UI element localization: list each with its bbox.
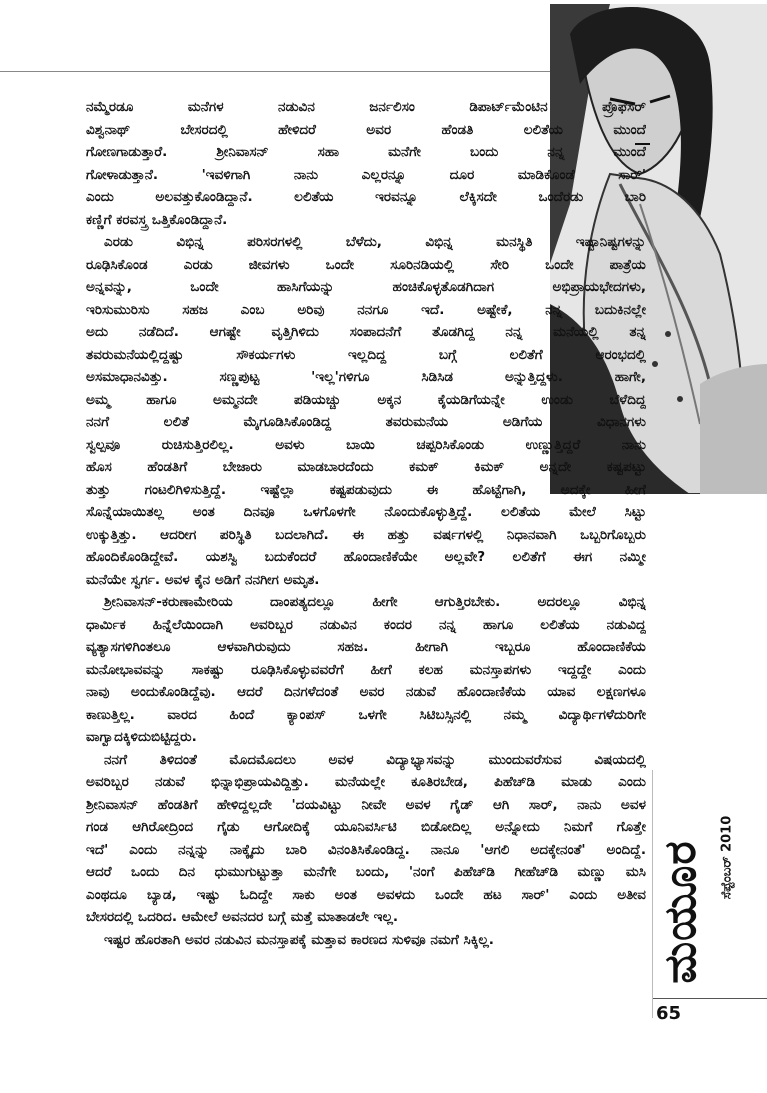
article-line: ಅಮ್ಮ ಹಾಗೂ ಅಮ್ಮನದೇ ಪಡಿಯಚ್ಚು ಅಕ್ಕನ ಕೈಯಡಿಗೆಯನ್ನೇ ಉಂಡು ಬೆಳೆದಿದ್ದ — [86, 391, 646, 408]
article-line: ಕಣ್ಣಿಗೆ ಕರವಸ್ತ್ರ ಒತ್ತಿಕೊಂಡಿದ್ದಾನೆ. — [86, 211, 228, 228]
article-line: ಗೋಣಗಾಡುತ್ತಾರೆ. ಶ್ರೀನಿವಾಸನ್ ಸಹಾ ಮನೆಗೇ ಬಂದು ನನ್ನ ಮುಂದೆ — [86, 144, 646, 160]
article-line: ಧಾರ್ಮಿಕ ಹಿನ್ನೆಲೆಯಿಂದಾಗಿ ಅವರಿಬ್ಬರ ನಡುವಿನ ಕಂದರ ನನ್ನ ಹಾಗೂ ಲಲಿತೆಯ ನಡುವಿದ್ದ — [86, 616, 646, 633]
article-line: ಬೇಸರದಲ್ಲಿ ಒದರಿದ. ಆಮೇಲೆ ಅವನದರ ಬಗ್ಗೆ ಮತ್ತೆ ಮಾತಾಡಲೇ ಇಲ್ಲ. — [86, 909, 399, 925]
article-paragraph — [86, 929, 646, 952]
article-line: ಮನೆಯೇ ಸ್ವರ್ಗ. ಅವಳ ಕೈನ ಅಡಿಗೆ ನನಗೀಗ ಅಮೃತ. — [86, 571, 320, 588]
article-line: ನಾವು ಅಂದುಕೊಂಡಿದ್ದೆವು. ಆದರೆ ದಿನಗಳೆದಂತೆ ಅವರ ನಡುವೆ ಹೊಂದಾಣಿಕೆಯ ಯಾವ ಲಕ್ಷಣಗಳೂ — [86, 684, 646, 700]
article-line: ಶ್ರೀನಿವಾಸನ್-ಕರುಣಾಮೇರಿಯ ದಾಂಪತ್ಯದಲ್ಲೂ ಹೀಗೇ ಆಗುತ್ತಿರಬೇಕು. ಅದರಲ್ಲೂ ವಿಭಿನ್ನ — [104, 594, 646, 610]
article-line: ಎಂದು ಅಲವತ್ತುಕೊಂಡಿದ್ದಾನೆ. ಲಲಿತೆಯ ಇರವನ್ನೂ ಲೆಕ್ಕಿಸದೇ ಒಂದೆರಡು ಬಾರಿ — [86, 189, 646, 205]
article-line: ವ್ಯತ್ಯಾಸಗಳಿಗಿಂತಲೂ ಆಳವಾಗಿರುವುದು ಸಹಜ. ಹೀಗಾಗಿ ಇಬ್ಬರೂ ಹೊಂದಾಣಿಕೆಯ — [86, 639, 646, 655]
article-paragraph — [86, 749, 646, 929]
article-line: ಇದೆ' ಎಂದು ನನ್ನನ್ನು ನಾಕ್ಕೈದು ಬಾರಿ ವಿನಂತಿಸಿಕೊಂಡಿದ್ದ. ನಾನೂ 'ಆಗಲಿ ಅದಕ್ಕೇನಂತೆ' ಅಂದಿದ್ದೆ. — [86, 841, 646, 858]
issue-date: ಸೆಪ್ಟೆಂಬರ್ 2010 — [719, 815, 735, 900]
article-line: ನನಗೆ ತಿಳಿದಂತೆ ಮೊದಮೊದಲು ಅವಳ ವಿದ್ಯಾಭ್ಯಾಸವನ್ನು ಮುಂದುವರೆಸುವ ವಿಷಯದಲ್ಲಿ — [104, 751, 646, 768]
page-number: 65 — [656, 1003, 682, 1024]
article-line: ನಮ್ಮೆರಡೂ ಮನೆಗಳ ನಡುವಿನ ಜರ್ನಲಿಸಂ ಡಿಪಾರ್ಟ್‌ಮೆಂಟಿನ ಪ್ರೊಫೆಸರ್ — [86, 99, 646, 115]
article-paragraph — [86, 231, 646, 591]
article-paragraph — [86, 96, 646, 231]
article-line: ಗಂಡ ಆಗಿರೋದ್ರಿಂದ ಗೈಡು ಆಗೋದಿಕ್ಕೆ ಯೂನಿವರ್ಸಿಟಿ ಬಿಡೋದಿಲ್ಲ ಅನ್ನೋದು ನಿಮಗೆ ಗೊತ್ತೇ — [86, 819, 646, 835]
article-line: ಕಾಣುತ್ತಿಲ್ಲ. ವಾರದ ಹಿಂದೆ ಕ್ಯಾಂಪಸ್ ಒಳಗೇ ಸಿಟಿಬಸ್ಸಿನಲ್ಲಿ ನಮ್ಮ ವಿದ್ಯಾರ್ಥಿಗಳೆದುರಿಗೇ — [86, 706, 646, 723]
article-body — [86, 96, 646, 951]
article-line: ಅವರಿಬ್ಬರ ನಡುವೆ ಭಿನ್ನಾಭಿಪ್ರಾಯವಿದ್ದಿತ್ತು. ಮನೆಯಲ್ಲೇ ಕೂತಿರಬೇಡ, ಪಿಹೆಚ್‌ಡಿ ಮಾಡು ಎಂದು — [86, 774, 646, 790]
article-line: ಇಷ್ಟರ ಹೊರತಾಗಿ ಅವರ ನಡುವಿನ ಮನಸ್ತಾಪಕ್ಕೆ ಮತ್ತಾವ ಕಾರಣದ ಸುಳಿವೂ ನಮಗೆ ಸಿಕ್ಕಿಲ್ಲ. — [104, 931, 494, 948]
article-paragraph — [86, 591, 646, 749]
magazine-title: ಮಯೂರ — [655, 840, 706, 984]
article-line: ತುತ್ತು ಗಂಟಲಿಗಿಳಿಸುತ್ತಿದ್ದೆ. ಇಷ್ಟೆಲ್ಲಾ ಕಷ್ಟಪಡುವುದು ಈ ಹೊಟ್ಟೆಗಾಗಿ, ಅದಕ್ಕೇ ಹೀಗೆ — [86, 481, 646, 498]
article-line: ತವರುಮನೆಯಲ್ಲಿದ್ದಷ್ಟು ಸೌಕರ್ಯಗಳು ಇಲ್ಲದಿದ್ದ ಬಗ್ಗೆ ಲಲಿತೆಗೆ ಆರಂಭದಲ್ಲಿ — [86, 346, 646, 363]
article-line: ಹೊಸ ಹೆಂಡತಿಗೆ ಬೇಜಾರು ಮಾಡಬಾರದೆಂದು ಕಮಕ್ ಕಿಮಕ್ ಅನ್ನದೇ ಕಷ್ಟಪಟ್ಟು — [86, 459, 646, 475]
article-line: ಗೋಳಾಡುತ್ತಾನೆ. 'ಇವಳಿಗಾಗಿ ನಾನು ಎಲ್ಲರನ್ನೂ ದೂರ ಮಾಡಿಕೊಂಡೆ ಸಾರ್' — [86, 166, 646, 183]
article-line: ಇರಿಸುಮುರಿಸು ಸಹಜ ಎಂಬ ಅರಿವು ನನಗೂ ಇದೆ. ಅಷ್ಟೇಕೆ, ನನ್ನ ಬದುಕಿನಲ್ಲೇ — [86, 301, 646, 318]
article-line: ಅಸಮಾಧಾನವಿತ್ತು. ಸಣ್ಣಪುಟ್ಟ 'ಇಲ್ಲ'ಗಳಿಗೂ ಸಿಡಿಸಿಡ ಅನ್ನುತ್ತಿದ್ದಳು. ಹಾಗೇ, — [86, 369, 646, 385]
top-rule — [0, 71, 550, 72]
article-line: ಮನೋಭಾವವನ್ನು ಸಾಕಷ್ಟು ರೂಢಿಸಿಕೊಳ್ಳುವವರೆಗೆ ಹೀಗೆ ಕಲಹ ಮನಸ್ತಾಪಗಳು ಇದ್ದದ್ದೇ ಎಂದು — [86, 661, 646, 678]
article-line: ಸೊನ್ನೆಯಾಯಿತಲ್ಲ ಅಂತ ದಿನವೂ ಒಳಗೊಳಗೇ ನೊಂದುಕೊಳ್ಳುತ್ತಿದ್ದೆ. ಲಲಿತೆಯ ಮೇಲೆ ಸಿಟ್ಟು — [86, 504, 646, 520]
article-line: ಹೊಂದಿಕೊಂಡಿದ್ದೇವೆ. ಯಶಸ್ವಿ ಬದುಕೆಂದರೆ ಹೊಂದಾಣಿಕೆಯೇ ಅಲ್ಲವೇ? ಲಲಿತೆಗೆ ಈಗ ನಮ್ಮೀ — [86, 549, 646, 565]
article-line: ಆದರೆ ಒಂದು ದಿನ ಧುಮುಗುಟ್ಟುತ್ತಾ ಮನೆಗೇ ಬಂದು, 'ನಂಗೆ ಪಿಹೆಚ್‌ಡಿ ಗೀಹೆಚ್‌ಡಿ ಮಣ್ಣು ಮಸಿ — [86, 864, 646, 880]
article-line: ರೂಢಿಸಿಕೊಂಡ ಎರಡು ಜೀವಗಳು ಒಂದೇ ಸೂರಿನಡಿಯಲ್ಲಿ ಸೇರಿ ಒಂದೇ ಪಾತ್ರೆಯ — [86, 256, 646, 273]
article-line: ವಿಶ್ವನಾಥ್ ಬೇಸರದಲ್ಲಿ ಹೇಳಿದರೆ ಅವರ ಹೆಂಡತಿ ಲಲಿತೆಯ ಮುಂದೆ — [86, 121, 646, 138]
article-line: ಶ್ರೀನಿವಾಸನ್ ಹೆಂಡತಿಗೆ ಹೇಳಿದ್ದಲ್ಲದೇ 'ದಯವಿಟ್ಟು ನೀವೇ ಅವಳ ಗೈಡ್ ಆಗಿ ಸಾರ್, ನಾನು ಅವಳ — [86, 796, 646, 813]
article-line: ವಾಗ್ವಾದಕ್ಕಿಳಿದುಬಿಟ್ಟಿದ್ದರು. — [86, 729, 197, 745]
article-line: ಸ್ವಲ್ಪವೂ ರುಚಿಸುತ್ತಿರಲಿಲ್ಲ. ಅವಳು ಬಾಯಿ ಚಪ್ಪರಿಸಿಕೊಂಡು ಉಣ್ಣುತ್ತಿದ್ದರೆ ನಾನು — [86, 436, 646, 453]
footer-rule — [653, 998, 767, 999]
masthead — [653, 770, 767, 1000]
article-line: ಅನ್ನವನ್ನು, ಒಂದೇ ಹಾಸಿಗೆಯನ್ನು ಹಂಚಿಕೊಳ್ಳತೊಡಗಿದಾಗ ಅಭಿಪ್ರಾಯಭೇದಗಳು, — [86, 279, 646, 295]
article-line: ಉಕ್ಕುತ್ತಿತ್ತು. ಆದರೀಗ ಪರಿಸ್ಥಿತಿ ಬದಲಾಗಿದೆ. ಈ ಹತ್ತು ವರ್ಷಗಳಲ್ಲಿ ನಿಧಾನವಾಗಿ ಒಬ್ಬರಿಗೊಬ್ಬರು — [86, 526, 646, 543]
article-line: ಎರಡು ವಿಭಿನ್ನ ಪರಿಸರಗಳಲ್ಲಿ ಬೆಳೆದು, ವಿಭಿನ್ನ ಮನಸ್ಥಿತಿ ಇಷ್ಟಾನಿಷ್ಟಗಳನ್ನು — [104, 234, 646, 250]
article-line: ಎಂಥದೂ ಬ್ಯಾಡ, ಇಷ್ಟು ಓದಿದ್ದೇ ಸಾಕು ಅಂತ ಅವಳದು ಒಂದೇ ಹಟ ಸಾರ್' ಎಂದು ಅತೀವ — [86, 886, 646, 903]
article-line: ನನಗೆ ಲಲಿತೆ ಮೈಗೂಡಿಸಿಕೊಂಡಿದ್ದ ತವರುಮನೆಯ ಅಡಿಗೆಯ ವಿಧಾನಗಳು — [86, 414, 646, 430]
article-line: ಅದು ನಡೆದಿದೆ. ಆಗಷ್ಟೇ ವೃತ್ತಿಗಿಳಿದು ಸಂಪಾದನೆಗೆ ತೊಡಗಿದ್ದ ನನ್ನ ಮನೆಯಲ್ಲಿ ತನ್ನ — [86, 324, 646, 340]
